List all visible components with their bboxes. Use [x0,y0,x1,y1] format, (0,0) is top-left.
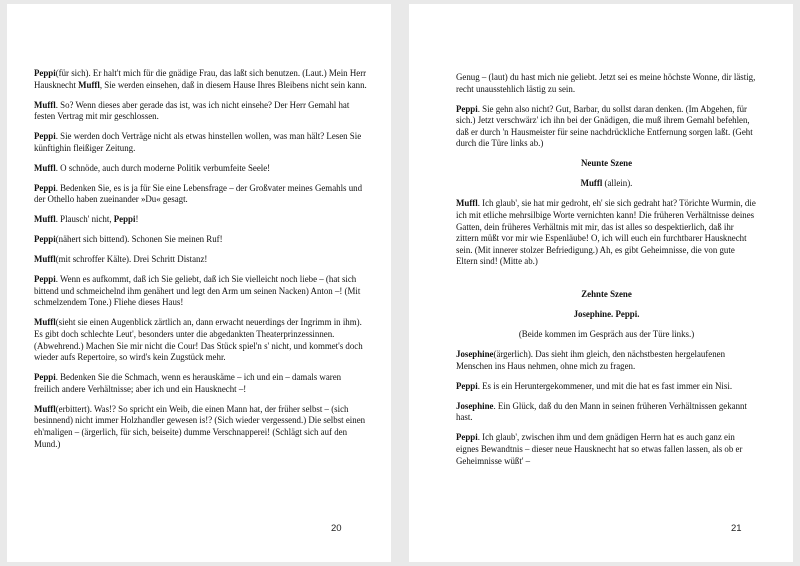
scene-cast: Josephine. Peppi. [573,309,640,320]
stage-direction: (Beide kommen im Gespräch aus der Türe links.) [518,329,695,340]
paragraph: Muffl. So? Wenn dieses aber gerade das ist, was ich nicht einsehe? Der Herr Gemahl hat festen Vertrag mit mir geschlossen. [34,99,350,122]
paragraph: Peppi. Wenn es aufkommt, daß ich Sie geliebt, daß ich Sie vielleicht noch liebe – (hat sich bittend und schmeichelnd ihm genähert und legt den Arm um seinen Nacken) Anton –! (Mit schmelzendem Tone.) Fliehe dieses Haus! [34,274,361,308]
paragraph: Peppi. Bedenken Sie, es is ja für Sie eine Lebensfrage – der Großvater meines Gemahls und der Othello haben zueinander »Du« gesagt. [34,182,363,205]
paragraph: Peppi. Es is ein Heruntergekommener, und mit die hat es fast immer ein Nisi. [456,380,733,391]
paragraph: Peppi(nähert sich bittend). Schonen Sie meinen Ruf! [34,234,223,245]
right-page [409,4,793,562]
paragraph: Muffl(sieht sie einen Augenblick zärtlich an, dann erwacht neuerdings der Ingrimm in ihm). Es gibt doch schlechte Leut', besonders unter die abgedankten Theaterprinzessinnen. (Abwehrend.) Machen Sie mir nicht die Cour! Das Stück spiel'n s' nicht, und kommet's doch wieder aufs Repertoire, so wird's kein Zugstück mehr. [34,317,363,363]
paragraph: Josephine. Ein Glück, daß du den Mann in seinen früheren Verhältnissen gekannt hast. [456,400,747,423]
paragraph: Peppi(für sich). Er halt't mich für die gnädige Frau, das laßt sich benutzen. (Laut.) Mein Herr Hausknecht Muffl, Sie werden einsehen, daß in diesem Hause Ihres Bleibens nicht sein kann. [34,68,367,90]
right-page-text [456,72,757,476]
paragraph: Muffl(mit schroffer Kälte). Drei Schritt Distanz! [34,254,208,265]
paragraph: Muffl. Ich glaub', sie hat mir gedroht, eh' sie sich gedraht hat? Törichte Wurmin, die ich mit etliche mehrsilbige Worte vernichten kann! Die früheren Verhältnisse deines Gatten, dein früheres Verhältnis mit mir, das ist alles so despektierlich, daß ihr zittern müßt vor mir wie Espenläube! O, ich will euch ein furchtbarer Hausknecht sein. (Mit innerer stolzer Befriedigung.) Ah, es gibt Geheimnisse, die von gute Eltern sind! (Mitte ab.) [456,198,756,267]
scene-cast: Muffl (allein). [580,178,633,189]
paragraph: Muffl. Plausch' nicht, Peppi! [34,214,139,225]
left-page-text [34,68,367,459]
page-number: 20 [331,523,342,534]
left-page [7,4,391,562]
paragraph: Josephine(ärgerlich). Das sieht ihm gleich, den nächstbesten hergelaufenen Menschen ins Haus nehmen, ohne mich zu fragen. [456,349,726,371]
paragraph: Muffl. O schnöde, auch durch moderne Politik verbumfeite Seele! [34,162,271,173]
paragraph: Peppi. Sie werden doch Verträge nicht als etwas hinstellen wollen, was man hält? Lesen Sie künftighin fleißiger Zeitung. [34,131,362,153]
paragraph: Peppi. Ich glaub', zwischen ihm und dem gnädigen Herrn hat es auch ganz ein eignes Bewandtnis – dieser neue Hausknecht hat so etwas fallen lassen, als ob er Geheimnisse wüßt' – [456,432,743,466]
paragraph: Genug – (laut) du hast mich nie geliebt. Jetzt sei es meine höchste Wonne, dir lästig, recht unausstehlich lästig zu sein. [456,72,756,94]
scene-break [456,276,757,289]
paragraph: Peppi. Sie gehn also nicht? Gut, Barbar, du sollst daran denken. (Im Abgehen, für sich.) Jetzt verschwärz' ich ihn bei der Gnädigen, die muß ihrem Gemahl befehlen, daß er durch 'n Hausmeister für seine nachdrückliche Entfernung sorgen laßt. (Geht durch die Türe links ab.) [456,103,753,149]
scene-heading: Zehnte Szene [581,289,632,300]
page-number: 21 [731,523,742,534]
scene-heading: Neunte Szene [580,158,633,169]
paragraph: Peppi. Bedenken Sie die Schmach, wenn es herauskäme – ich und ein – damals waren freilich andere Verhältnisse; aber ich und ein Hausknecht –! [34,372,342,394]
paragraph: Muffl(erbittert). Was!? So spricht ein Weib, die einen Mann hat, der früher selbst – (sich besinnend) nicht immer Holzhandler gewesen is!? (Sich wieder vergessend.) Die selbst einen eh'maligen – (ärgerlich, für sich, beiseite) dumme Verschnapperei! (Schlägt sich auf den Mund.) [34,403,366,449]
